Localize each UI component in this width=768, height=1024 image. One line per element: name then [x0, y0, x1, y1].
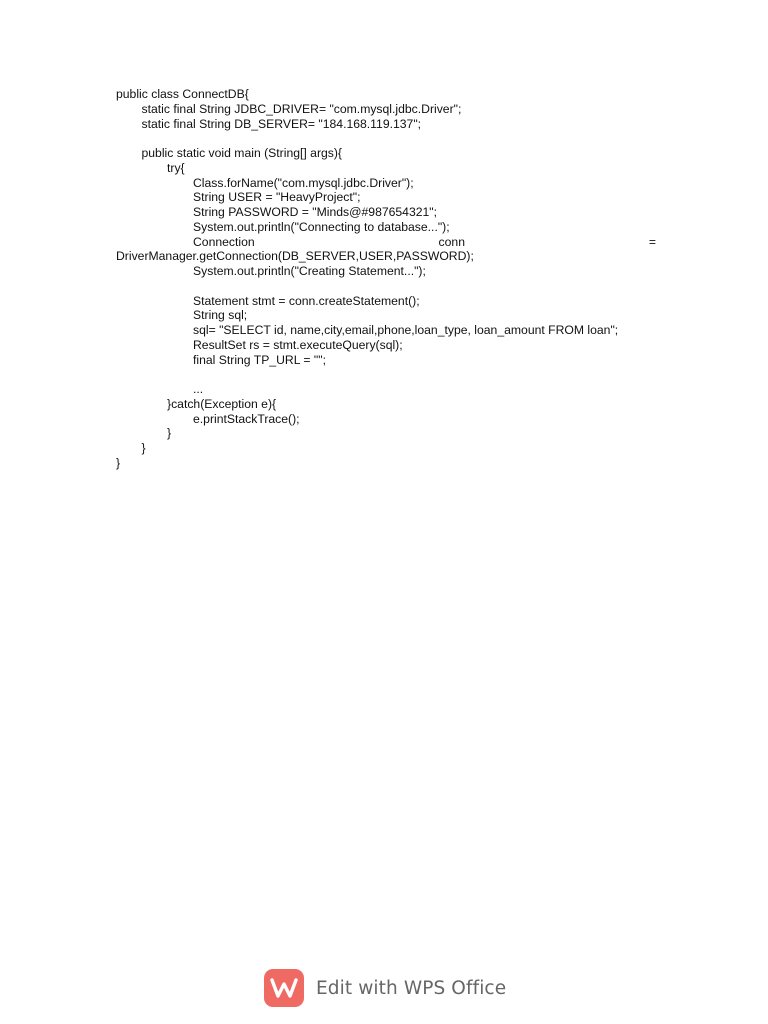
- code-line: public static void main (String[] args){: [141, 146, 342, 160]
- wps-footer[interactable]: [264, 968, 506, 1008]
- code-block: [116, 87, 656, 471]
- code-line: ...: [193, 382, 204, 396]
- code-line: e.printStackTrace();: [193, 411, 300, 426]
- code-line: }: [141, 441, 146, 455]
- code-line: Statement stmt = conn.createStatement();: [193, 293, 420, 308]
- code-line: try{: [167, 160, 185, 175]
- code-line: }: [167, 426, 172, 441]
- code-line: final String TP_URL = "";: [193, 352, 326, 367]
- code-line: static final String JDBC_DRIVER= "com.mysql.jdbc.Driver";: [141, 101, 462, 116]
- code-line: public class ConnectDB{: [116, 87, 249, 101]
- code-line: String sql;: [193, 308, 248, 323]
- justified-code-line: [116, 235, 656, 250]
- code-token: conn: [438, 234, 465, 249]
- code-token: Connection: [193, 234, 255, 249]
- code-line: Class.forName("com.mysql.jdbc.Driver");: [193, 175, 414, 190]
- blank-line: [116, 367, 656, 382]
- code-line: ResultSet rs = stmt.executeQuery(sql);: [193, 337, 403, 352]
- code-line: sql= "SELECT id, name,city,email,phone,loan_type, loan_amount FROM loan";: [193, 323, 619, 337]
- code-line: String USER = "HeavyProject";: [193, 190, 361, 205]
- code-line: }: [116, 455, 121, 470]
- wps-office-icon: [264, 969, 304, 1007]
- code-line: DriverManager.getConnection(DB_SERVER,USER,PASSWORD);: [116, 249, 474, 264]
- code-line: String PASSWORD = "Minds@#987654321";: [193, 205, 438, 219]
- code-token: =: [648, 234, 656, 249]
- blank-line: [116, 131, 656, 146]
- wps-w-icon: [270, 977, 298, 999]
- code-line: System.out.println("Creating Statement...");: [193, 264, 426, 278]
- blank-line: [116, 279, 656, 294]
- code-line: System.out.println("Connecting to database...");: [193, 219, 450, 234]
- code-line: }catch(Exception e){: [167, 396, 277, 411]
- footer-text: Edit with WPS Office: [316, 977, 507, 999]
- code-line: static final String DB_SERVER= "184.168.119.137";: [141, 116, 422, 131]
